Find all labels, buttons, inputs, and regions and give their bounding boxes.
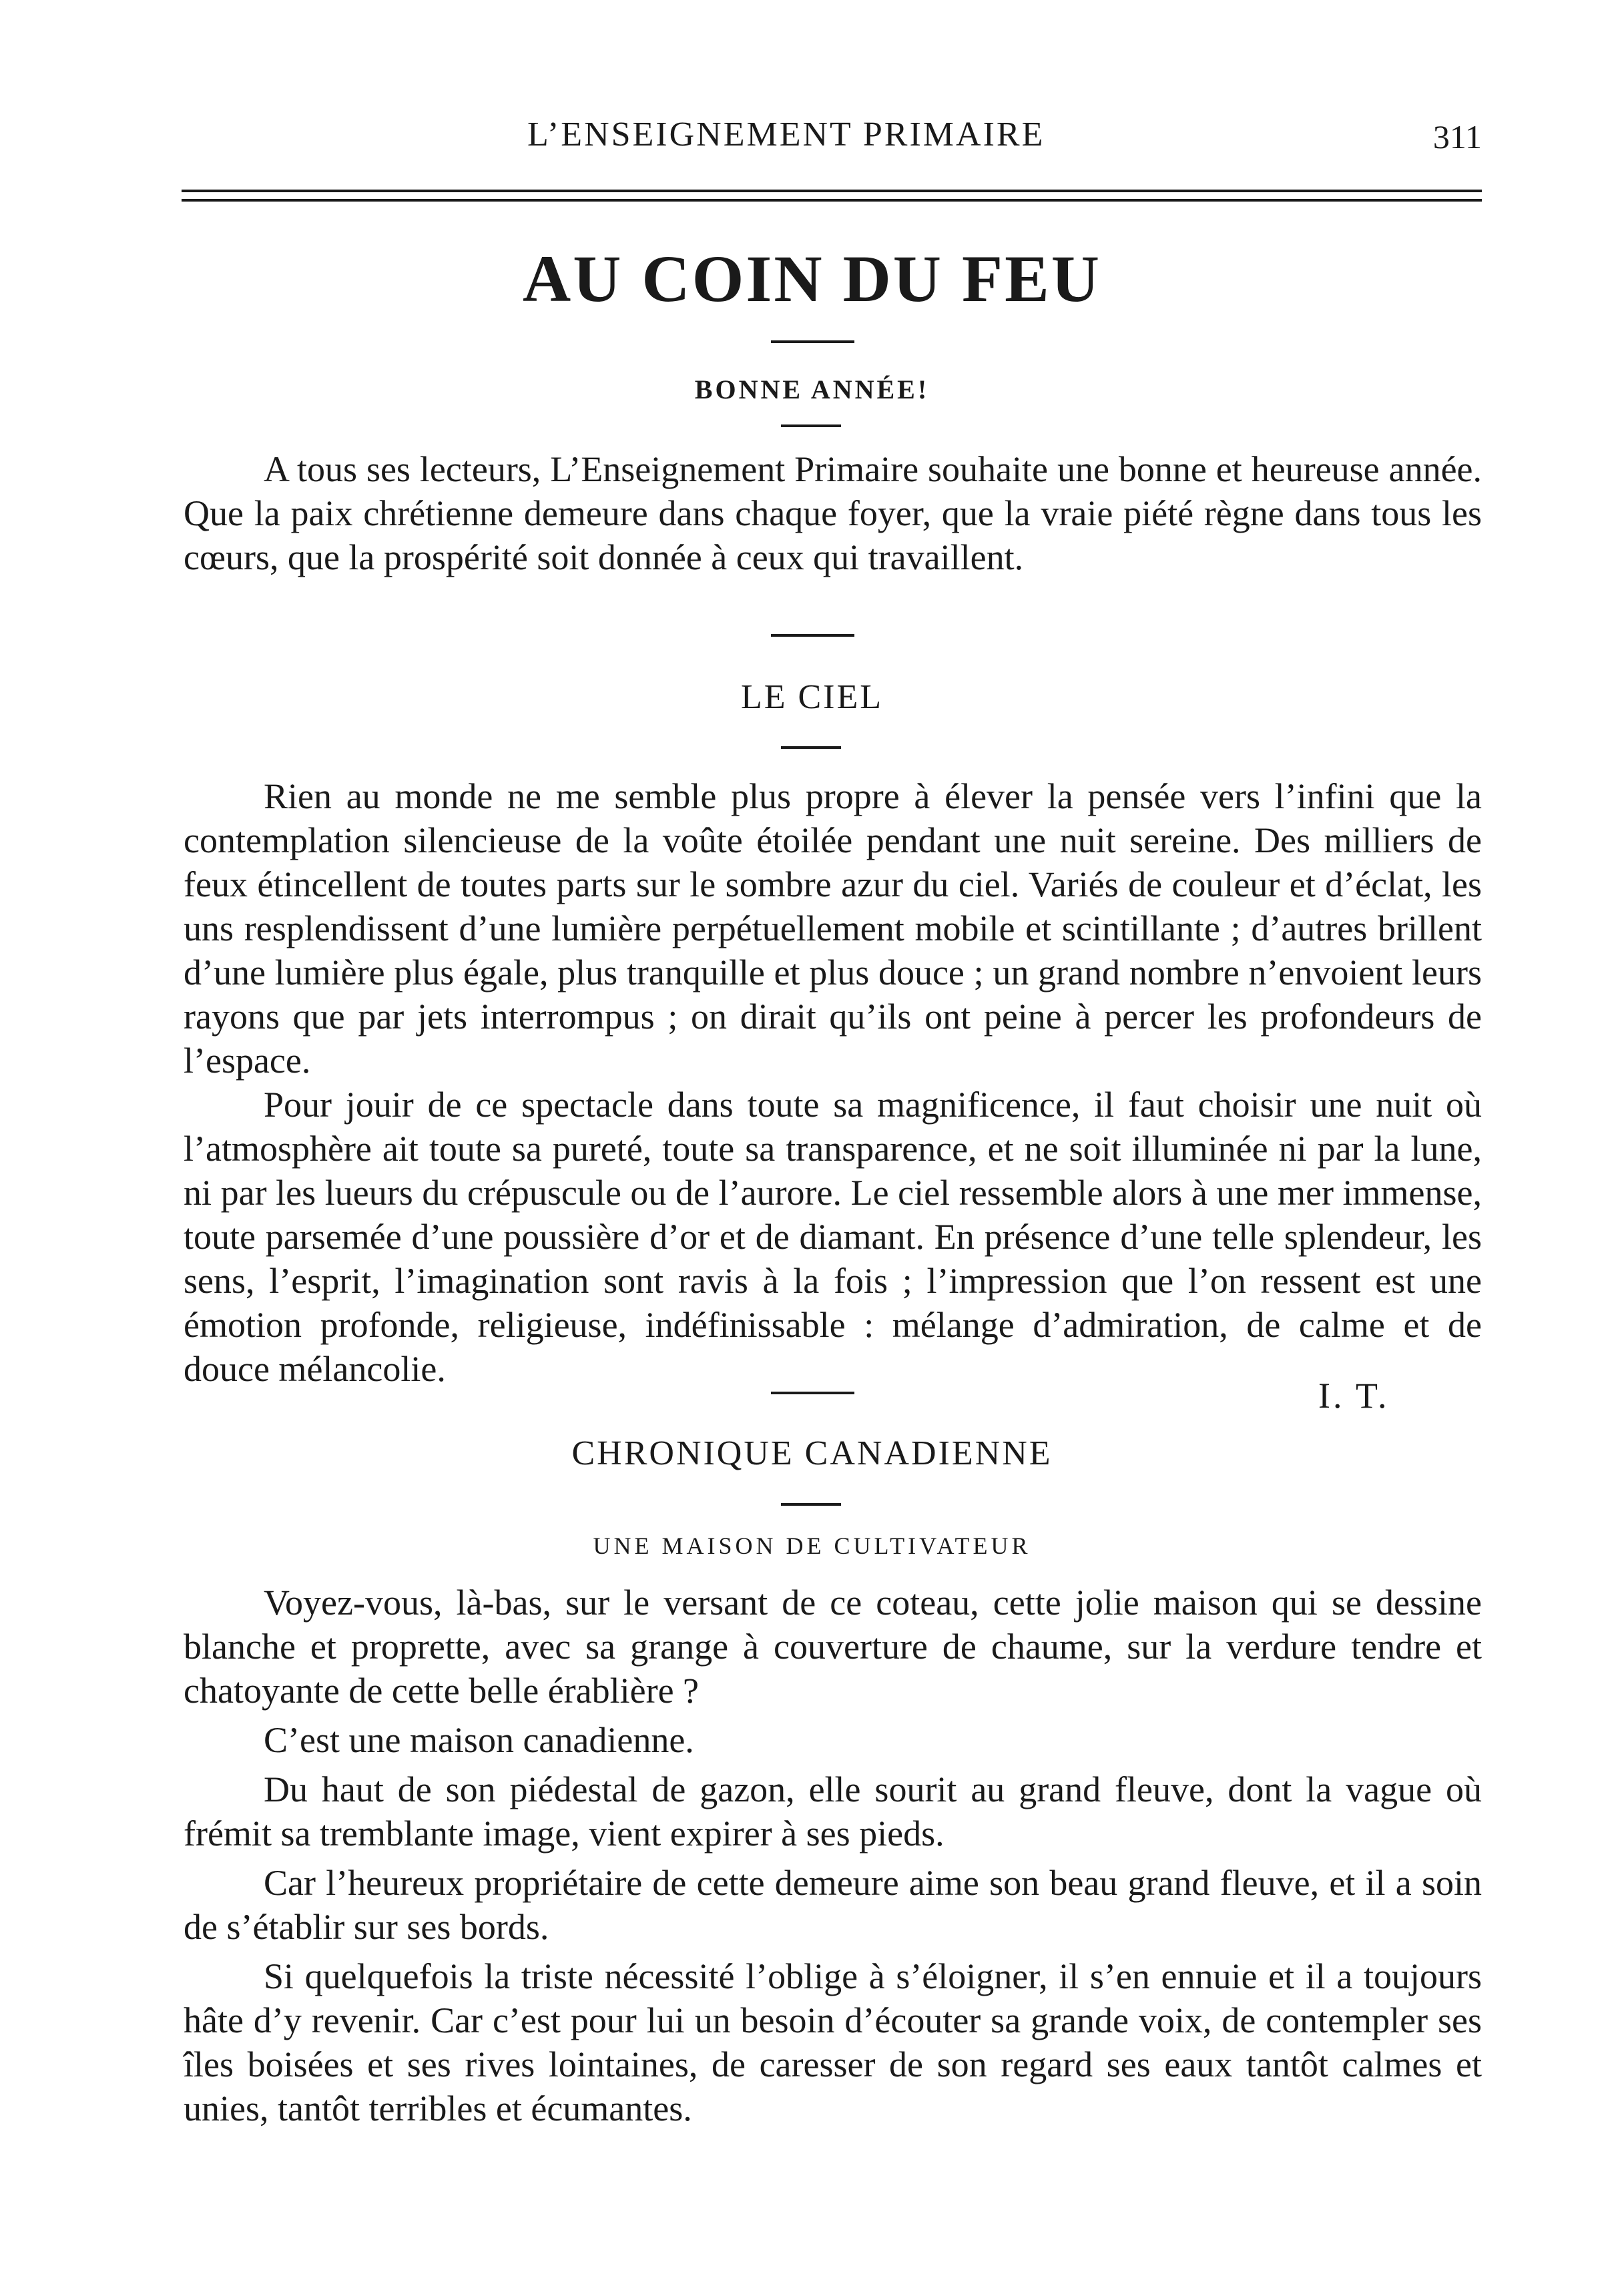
paragraph: Pour jouir de ce spectacle dans toute sa magnificence, il faut choisir une nuit où l’atmosphère ait toute sa pureté, toute sa transparence, et ne soit illuminée ni par la lune, ni par les lueurs du crépuscule ou de l’aurore. Le ciel ressemble alors à une mer immense, toute parsemée d’une poussière d’or et de diamant. En présence d’une telle splendeur, les sens, l’esprit, l’imagination sont ravis à la fois ; l’impression que l’on ressent est une émotion profonde, religieuse, indéfinissable : mélange d’admiration, de calme et de douce mélancolie.: [184, 1085, 1482, 1389]
paragraph: Voyez-vous, là-bas, sur le versant de ce coteau, cette jolie maison qui se dessine blanche et proprette, avec sa grange à couverture de chaume, sur la verdure tendre et chatoyante de cette belle érablière ?: [184, 1583, 1482, 1711]
header-double-rule: [182, 190, 1482, 192]
bonne-annee-heading: BONNE ANNÉE!: [694, 374, 930, 404]
le-ciel-text: [184, 774, 1482, 1391]
paragraph: Du haut de son piédestal de gazon, elle sourit au grand fleuve, dont la vague où frémit sa tremblante image, vient expirer à ses pieds.: [184, 1769, 1482, 1853]
paragraph: A tous ses lecteurs, L’Enseignement Primaire souhaite une bonne et heureuse année. Que la paix chrétienne demeure dans chaque foyer, que la vraie piété règne dans tous les cœurs, que la prospérité soit donnée à ceux qui travaillent.: [184, 449, 1482, 577]
page-number: 311: [1432, 118, 1482, 156]
paragraph: Si quelquefois la triste nécessité l’oblige à s’éloigner, il s’en ennuie et il a toujours hâte d’y revenir. Car c’est pour lui un besoin d’écouter sa grande voix, de contempler ses îles boisées et ses rives lointaines, de caresser de son regard ses eaux tantôt calmes et unies, tantôt terribles et écumantes.: [184, 1956, 1482, 2128]
bonne-annee-rule: [781, 424, 841, 427]
le-ciel-heading: LE CIEL: [740, 678, 884, 716]
le-ciel-rule: [781, 746, 841, 749]
paragraph: Car l’heureux propriétaire de cette demeure aime son beau grand fleuve, et il a soin de s’établir sur ses bords.: [184, 1863, 1482, 1947]
author-signature: I. T.: [1318, 1376, 1390, 1416]
running-title: L’ENSEIGNEMENT PRIMAIRE: [527, 115, 1045, 154]
paragraph: C’est une maison canadienne.: [264, 1720, 694, 1760]
chronique-rule: [781, 1503, 841, 1506]
section-rule: [771, 1392, 854, 1394]
running-header: [180, 115, 1482, 168]
chronique-heading: CHRONIQUE CANADIENNE: [571, 1434, 1053, 1472]
section-rule: [771, 634, 854, 637]
title-rule: [771, 340, 854, 343]
paragraph: Rien au monde ne me semble plus propre à élever la pensée vers l’infini que la contemplation silencieuse de la voûte étoilée pendant une nuit sereine. Des milliers de feux étincellent de toutes parts sur le sombre azur du ciel. Variés de couleur et d’éclat, les uns resplendissent d’une lumière perpétuellement mobile et scintillante ; d’autres brillent d’une lumière plus égale, plus tranquille et plus douce ; un grand nombre n’envoient leurs rayons que par jets interrompus ; on dirait qu’ils ont peine à percer les profondeurs de l’espace.: [184, 776, 1482, 1081]
article-title: AU COIN DU FEU: [523, 242, 1101, 316]
chronique-subheading: UNE MAISON DE CULTIVATEUR: [593, 1532, 1031, 1559]
bonne-annee-text: [184, 447, 1482, 579]
chronique-text: [184, 1581, 1482, 2136]
